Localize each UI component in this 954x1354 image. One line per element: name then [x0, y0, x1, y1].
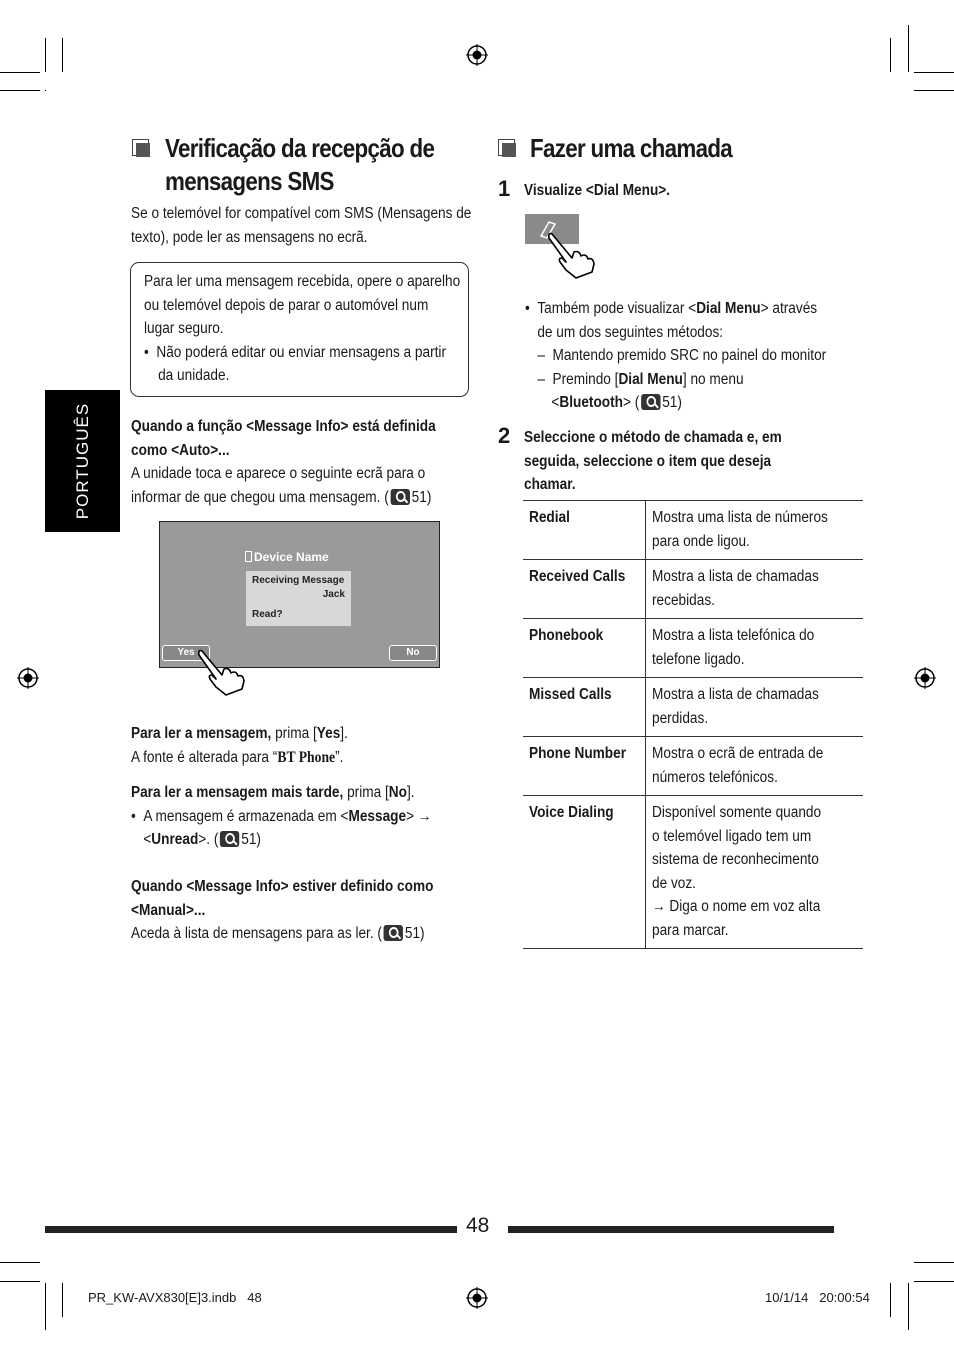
text-span: Para ler a mensagem mais tarde, — [131, 784, 344, 801]
table-row — [523, 619, 863, 678]
text-line: A unidade toca e aparece o seguinte ecrã para o — [131, 465, 426, 482]
text-span: < — [143, 831, 152, 848]
text-line: da unidade. — [158, 367, 230, 384]
text-span: Message — [348, 807, 407, 825]
intro-text — [131, 202, 474, 249]
text-span: BT Phone — [277, 748, 336, 766]
text-line: Seleccione o método de chamada e, em — [524, 429, 782, 446]
device-name-text: Device Name — [254, 550, 329, 564]
text-span: 51) — [411, 488, 432, 506]
text-span: prima [ — [271, 725, 317, 742]
table-key: Missed Calls — [523, 678, 646, 737]
table-row — [523, 737, 863, 796]
table-value-extra: → Diga o nome em voz alta para marcar. — [652, 898, 821, 939]
text-span: prima [ — [343, 784, 389, 801]
message-sender: Jack — [322, 589, 345, 600]
left-section-title — [165, 132, 492, 198]
table-value: Mostra o ecrã de entrada de números telefónicos. — [646, 737, 864, 796]
text-span: A mensagem é armazenada em < — [143, 807, 349, 825]
text-span: Dial Menu — [696, 300, 761, 317]
text-line: seguida, seleccione o item que deseja — [524, 452, 772, 470]
reference-search-icon — [384, 925, 403, 941]
bullet-icon: • — [131, 807, 144, 825]
text-line — [131, 486, 465, 510]
text-span: Yes — [316, 725, 341, 742]
manual-heading — [131, 875, 465, 922]
dash-line: – Mantendo premido SRC no painel do monitor — [537, 347, 827, 364]
text-line — [131, 828, 465, 852]
bullet-line — [144, 341, 470, 365]
text-line — [131, 722, 465, 746]
manual-text — [131, 922, 465, 946]
text-span: No — [388, 784, 407, 801]
text-line — [525, 391, 833, 415]
text-span: Aceda à lista de mensagens para as ler. ( — [131, 925, 382, 942]
read-later-text — [131, 781, 465, 852]
text-line — [131, 781, 465, 805]
text-span: Mantendo premido SRC no painel do monitor — [552, 347, 827, 364]
table-value: Disponível somente quando o telemóvel ligado tem um sistema de reconhecimento de voz. → Diga o nome em voz alta para marcar. — [646, 796, 864, 949]
text-line — [131, 746, 465, 770]
text-span: Também pode visualizar < — [537, 300, 697, 317]
bullet-icon: • — [144, 343, 157, 361]
step-number: 1 — [498, 176, 511, 201]
text-span: > ( — [623, 394, 640, 411]
footer-file: PR_KW-AVX830[E]3.indb 48 — [88, 1290, 262, 1305]
text-line: Quando <Message Info> estiver definido como — [131, 878, 434, 895]
table-value: Mostra a lista telefónica do telefone ligado. — [646, 619, 864, 678]
text-line: <Manual>... — [131, 901, 206, 919]
right-section-title: Fazer uma chamada — [530, 133, 733, 163]
table-key: Phone Number — [523, 737, 646, 796]
table-key: Voice Dialing — [523, 796, 646, 949]
footer-date: 10/1/14 20:00:54 — [765, 1290, 870, 1305]
text-span: < — [551, 394, 560, 411]
step2-text — [524, 426, 832, 497]
registration-mark-icon — [17, 667, 39, 689]
pointing-hand-icon — [546, 228, 598, 280]
table-key: Redial — [523, 501, 646, 560]
device-name-label — [245, 550, 329, 564]
language-tab-label: PORTUGUÊS — [72, 402, 92, 520]
text-line: Se o telemóvel for compatível com SMS (Mensagens de — [131, 205, 472, 222]
auto-text — [131, 462, 465, 509]
page-bar-left — [45, 1226, 457, 1233]
reference-search-icon — [220, 831, 239, 847]
text-line: lugar seguro. — [144, 320, 224, 337]
table-row — [523, 560, 863, 619]
text-line: Para ler uma mensagem recebida, opere o aparelho — [144, 273, 461, 290]
bullet-icon: • — [525, 300, 538, 317]
registration-mark-icon — [914, 667, 936, 689]
text-line: de um dos seguintes métodos: — [537, 323, 724, 341]
no-button[interactable]: No — [389, 645, 437, 661]
dial-menu-methods — [525, 297, 833, 415]
step-number: 2 — [498, 423, 511, 448]
table-row — [523, 678, 863, 737]
auto-heading — [131, 415, 465, 462]
text-span: > — [406, 807, 415, 825]
reference-search-icon — [391, 489, 410, 505]
text-span: > através — [760, 300, 818, 317]
text-span: informar de que chegou uma mensagem. ( — [131, 488, 389, 506]
text-span: >. ( — [198, 831, 219, 848]
text-span: Para ler a mensagem, — [131, 725, 272, 742]
text-span: 51) — [662, 394, 682, 411]
title-line: Verificação da recepção de — [165, 133, 435, 163]
message-line: Receiving Message — [252, 575, 345, 586]
table-value: Mostra a lista de chamadas perdidas. — [646, 678, 864, 737]
step1-text: Visualize <Dial Menu>. — [524, 182, 671, 199]
text-span: Premindo [ — [552, 370, 619, 388]
page-bar-right — [508, 1226, 834, 1233]
text-line: ou telemóvel depois de parar o automóvel num — [144, 296, 429, 314]
message-prompt: Read? — [252, 609, 283, 620]
text-span: ] no menu — [682, 370, 744, 388]
text-span: Dial Menu — [618, 370, 683, 388]
section-square-icon — [498, 139, 515, 156]
reference-search-icon — [641, 394, 660, 410]
title-line: mensagens SMS — [165, 166, 334, 196]
section-square-icon — [132, 139, 149, 156]
text-span: Unread — [151, 831, 199, 848]
text-span: Bluetooth — [559, 394, 624, 411]
registration-mark-icon — [466, 1287, 488, 1309]
message-box — [246, 571, 351, 626]
pointing-hand-icon — [196, 645, 248, 697]
text-line: chamar. — [524, 476, 576, 493]
arrow-icon: → — [417, 807, 432, 825]
table-value: Mostra uma lista de números para onde ligou. — [646, 501, 864, 560]
bullet-line — [525, 297, 833, 321]
table-value: Mostra a lista de chamadas recebidas. — [646, 560, 864, 619]
text-line: como <Auto>... — [131, 441, 230, 459]
table-row — [523, 501, 863, 560]
call-methods-table — [523, 500, 863, 949]
text-span: ]. — [340, 725, 348, 742]
phone-icon — [245, 551, 252, 562]
page-number: 48 — [466, 1214, 490, 1237]
text-span: A fonte é alterada para “ — [131, 748, 278, 766]
bullet-line — [131, 805, 465, 829]
language-tab — [45, 390, 120, 532]
text-line: Quando a função <Message Info> está definida — [131, 418, 436, 435]
dash-line: – Premindo [Dial Menu] no menu — [537, 370, 744, 388]
table-key: Phonebook — [523, 619, 646, 678]
read-now-text — [131, 722, 465, 769]
safety-note-text — [144, 270, 470, 388]
text-span: ”. — [335, 748, 344, 766]
yes-button[interactable]: Yes — [162, 645, 210, 661]
table-key: Received Calls — [523, 560, 646, 619]
registration-mark-icon — [466, 44, 488, 66]
text-span: 51) — [404, 925, 425, 942]
table-row — [523, 796, 863, 949]
text-line: texto), pode ler as mensagens no ecrã. — [131, 228, 368, 246]
text-span: 51) — [241, 831, 261, 848]
text-span: ]. — [406, 784, 415, 801]
text-line: Não poderá editar ou enviar mensagens a partir — [156, 343, 447, 361]
